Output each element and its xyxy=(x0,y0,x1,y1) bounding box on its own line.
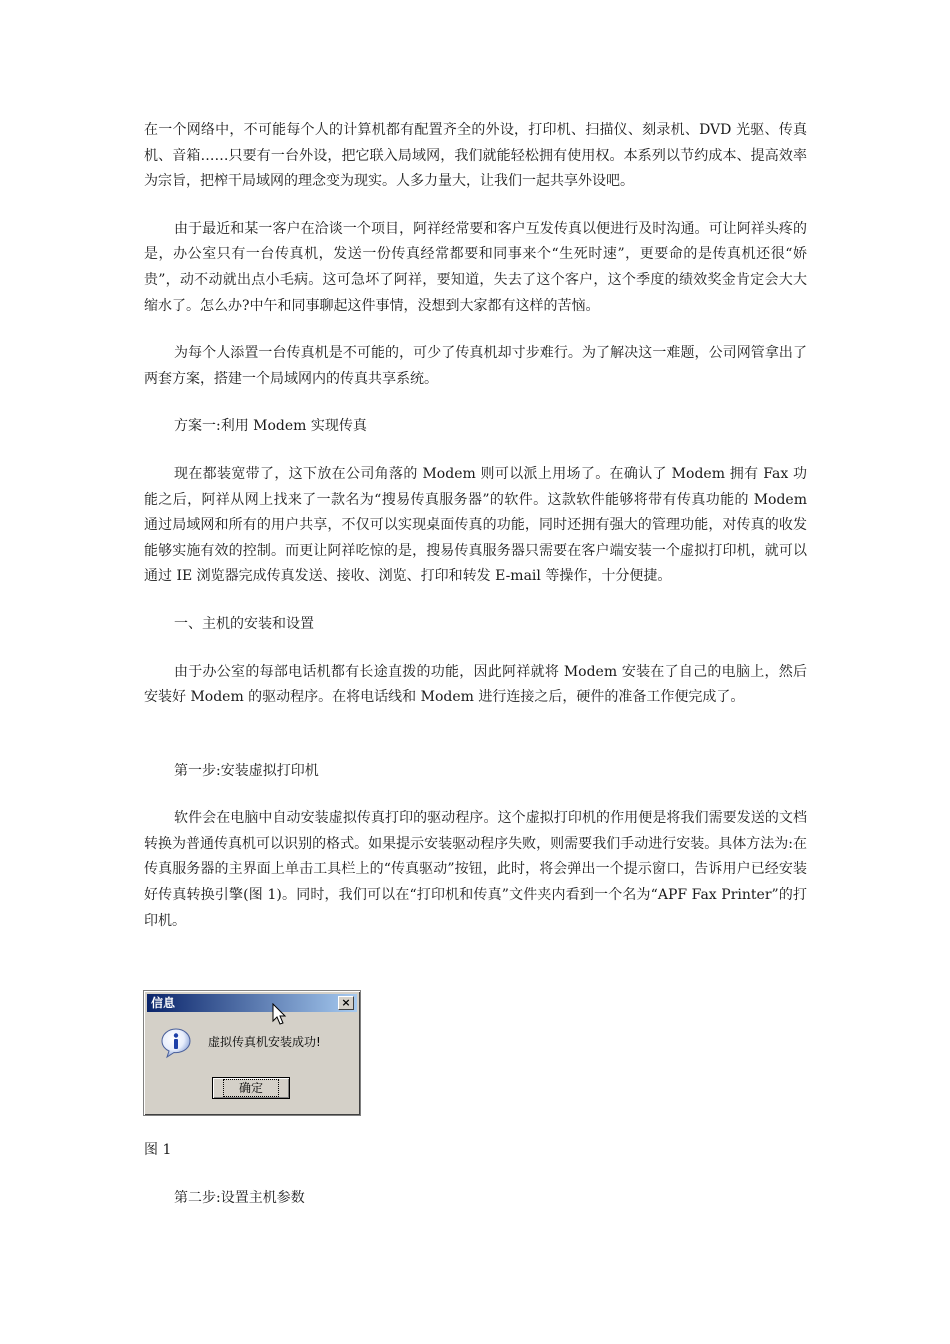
figure-caption: 图 1 xyxy=(144,1142,172,1158)
paragraph-install-modem: 由于办公室的每部电话机都有长途直拨的功能，因此阿祥就将 Modem 安装在了自己的电脑上，然后安装好 Modem 的驱动程序。在将电话线和 Modem 进行连接之后，硬件的准备工作便完成了。 xyxy=(144,663,807,706)
dialog-title: 信息 xyxy=(151,996,176,1010)
dialog-titlebar xyxy=(147,994,357,1012)
dialog-message: 虚拟传真机安装成功! xyxy=(208,1035,321,1049)
ok-button-label: 确定 xyxy=(225,1081,277,1095)
paragraph-virtual-printer: 软件会在电脑中自动安装虚拟传真打印的驱动程序。这个虚拟打印机的作用便是将我们需要发送的文档转换为普通传真机可以识别的格式。如果提示安装驱动程序失败，则需要我们手动进行安装。具体方法为:在传真服务器的主界面上单击工具栏上的“传真驱动”按钮，此时，将会弹出一个提示窗口，告诉用户已经安装好传真转换引擎(图 1)。同时，我们可以在“打印机和传真”文件夹内看到一个名为“APF Fax Printer”的打印机。 xyxy=(144,810,807,929)
paragraph-story: 由于最近和某一客户在洽谈一个项目，阿祥经常要和客户互发传真以便进行及时沟通。可让阿祥头疼的是，办公室只有一台传真机，发送一份传真经常都要和同事来个“生死时速”，更要命的是传真机还很“娇贵”，动不动就出点小毛病。这可急坏了阿祥，要知道，失去了这个客户，这个季度的绩效奖金肯定会大大缩水了。怎么办?中午和同事聊起这件事情，没想到大家都有这样的苦恼。 xyxy=(144,220,807,314)
document-body xyxy=(144,118,807,934)
heading-host-setup: 一、主机的安装和设置 xyxy=(174,615,314,632)
mouse-cursor-icon xyxy=(272,1003,288,1027)
paragraph-modem: 现在都装宽带了，这下放在公司角落的 Modem 则可以派上用场了。在确认了 Modem 拥有 Fax 功能之后，阿祥从网上找来了一款名为“搜易传真服务器”的软件。这款软件能够将带有传真功能的 Modem 通过局域网和所有的用户共享，不仅可以实现桌面传真的功能，同时还拥有强大的管理功能，对传真的收发能够实施有效的控制。而更让阿祥吃惊的是，搜易传真服务器只需要在客户端安装一个虚拟打印机，就可以通过 IE 浏览器完成传真发送、接收、浏览、打印和转发 E-mail 等操作，十分便捷。 xyxy=(144,465,807,585)
info-dialog-figure xyxy=(143,990,361,1116)
ok-button[interactable] xyxy=(212,1077,290,1099)
heading-step-one: 第一步:安装虚拟打印机 xyxy=(174,762,319,779)
heading-plan-one: 方案一:利用 Modem 实现传真 xyxy=(174,418,367,435)
close-icon[interactable]: × xyxy=(338,996,354,1010)
heading-step-two: 第二步:设置主机参数 xyxy=(174,1190,305,1206)
info-icon xyxy=(160,1027,192,1059)
paragraph-problem: 为每个人添置一台传真机是不可能的，可少了传真机却寸步难行。为了解决这一难题，公司网管拿出了两套方案，搭建一个局域网内的传真共享系统。 xyxy=(144,345,807,387)
paragraph-intro: 在一个网络中，不可能每个人的计算机都有配置齐全的外设，打印机、扫描仪、刻录机、DVD 光驱、传真机、音箱……只要有一台外设，把它联入局域网，我们就能轻松拥有使用权。本系列以节约成本、提高效率为宗旨，把榨干局域网的理念变为现实。人多力量大，让我们一起共享外设吧。 xyxy=(144,122,807,190)
